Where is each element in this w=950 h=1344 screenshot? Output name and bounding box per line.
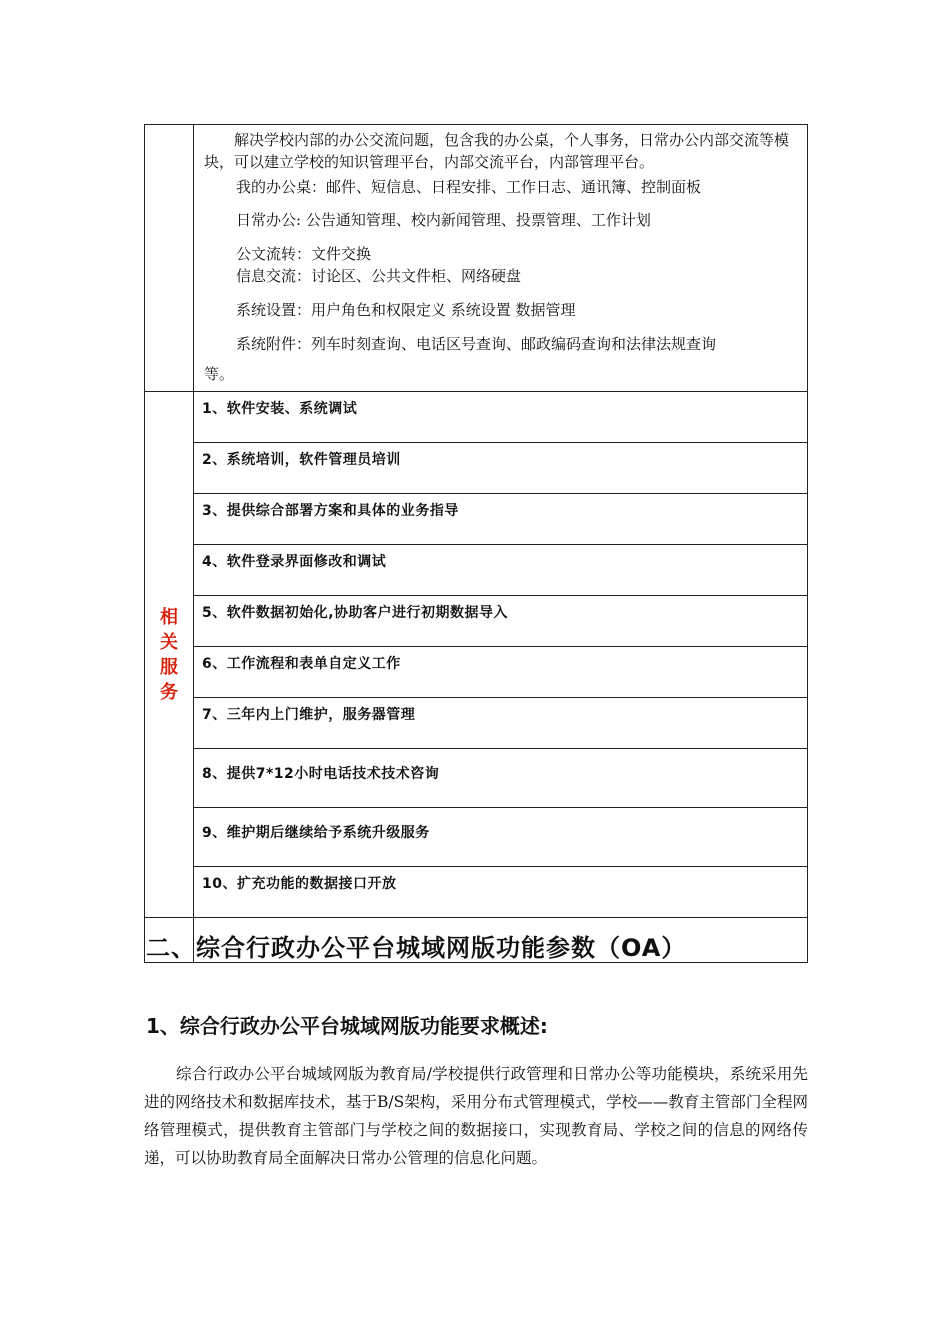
service-item: 9、维护期后继续给予系统升级服务	[194, 808, 808, 867]
overview-paragraph: 综合行政办公平台城域网版为教育局/学校提供行政管理和日常办公等功能模块，系统采用先进的网络技术和数据库技术，基于B/S架构，采用分布式管理模式，学校——教育主管部门全程网络管理模式，提供教育主管部门与学校之间的数据接口，实现教育局、学校之间的信息的网络传递，可以协助教育局全面解决日常办公管理的信息化问题。	[144, 1065, 808, 1167]
service-row	[145, 494, 808, 545]
description-lead: 解决学校内部的办公交流问题，包含我的办公桌，个人事务，日常办公内部交流等模块，可以建立学校的知识管理平台，内部交流平台，内部管理平台。	[204, 131, 790, 171]
services-label-cell	[145, 392, 194, 918]
service-row	[145, 596, 808, 647]
services-label: 相关服务	[160, 606, 178, 703]
description-label-cell	[145, 125, 194, 392]
desc-line-addons: 系统附件：列车时刻查询、电话区号查询、邮政编码查询和法律法规查询	[236, 335, 717, 353]
desc-tail: 等。	[204, 365, 235, 383]
service-row	[145, 698, 808, 749]
service-row	[145, 392, 808, 443]
service-item: 5、软件数据初始化,协助客户进行初期数据导入	[194, 596, 808, 647]
desc-line-desk: 我的办公桌：邮件、短信息、日程安排、工作日志、通讯簿、控制面板	[236, 178, 702, 196]
desc-line-settings: 系统设置：用户角色和权限定义 系统设置 数据管理	[236, 301, 576, 319]
service-item: 3、提供综合部署方案和具体的业务指导	[194, 494, 808, 545]
spec-table	[144, 124, 808, 963]
description-row	[145, 125, 808, 392]
section-subheading: 1、综合行政办公平台城域网版功能要求概述:	[146, 1014, 548, 1038]
service-row	[145, 545, 808, 596]
service-item: 6、工作流程和表单自定义工作	[194, 647, 808, 698]
service-row	[145, 749, 808, 808]
desc-line-exchange: 信息交流：讨论区、公共文件柜、网络硬盘	[236, 267, 522, 285]
service-item: 8、提供7*12小时电话技术技术咨询	[194, 749, 808, 808]
service-row	[145, 443, 808, 494]
service-item: 7、三年内上门维护，服务器管理	[194, 698, 808, 749]
service-item: 1、软件安装、系统调试	[194, 392, 808, 443]
desc-line-daily: 日常办公: 公告通知管理、校内新闻管理、投票管理、工作计划	[236, 211, 651, 229]
section-heading: 二、综合行政办公平台城域网版功能参数（OA）	[146, 934, 687, 962]
service-item: 10、扩充功能的数据接口开放	[194, 867, 808, 918]
service-item: 4、软件登录界面修改和调试	[194, 545, 808, 596]
service-row	[145, 647, 808, 698]
service-item: 2、系统培训，软件管理员培训	[194, 443, 808, 494]
service-row	[145, 867, 808, 918]
desc-line-docs: 公文流转：文件交换	[236, 245, 372, 263]
service-row	[145, 808, 808, 867]
description-cell	[194, 125, 808, 392]
